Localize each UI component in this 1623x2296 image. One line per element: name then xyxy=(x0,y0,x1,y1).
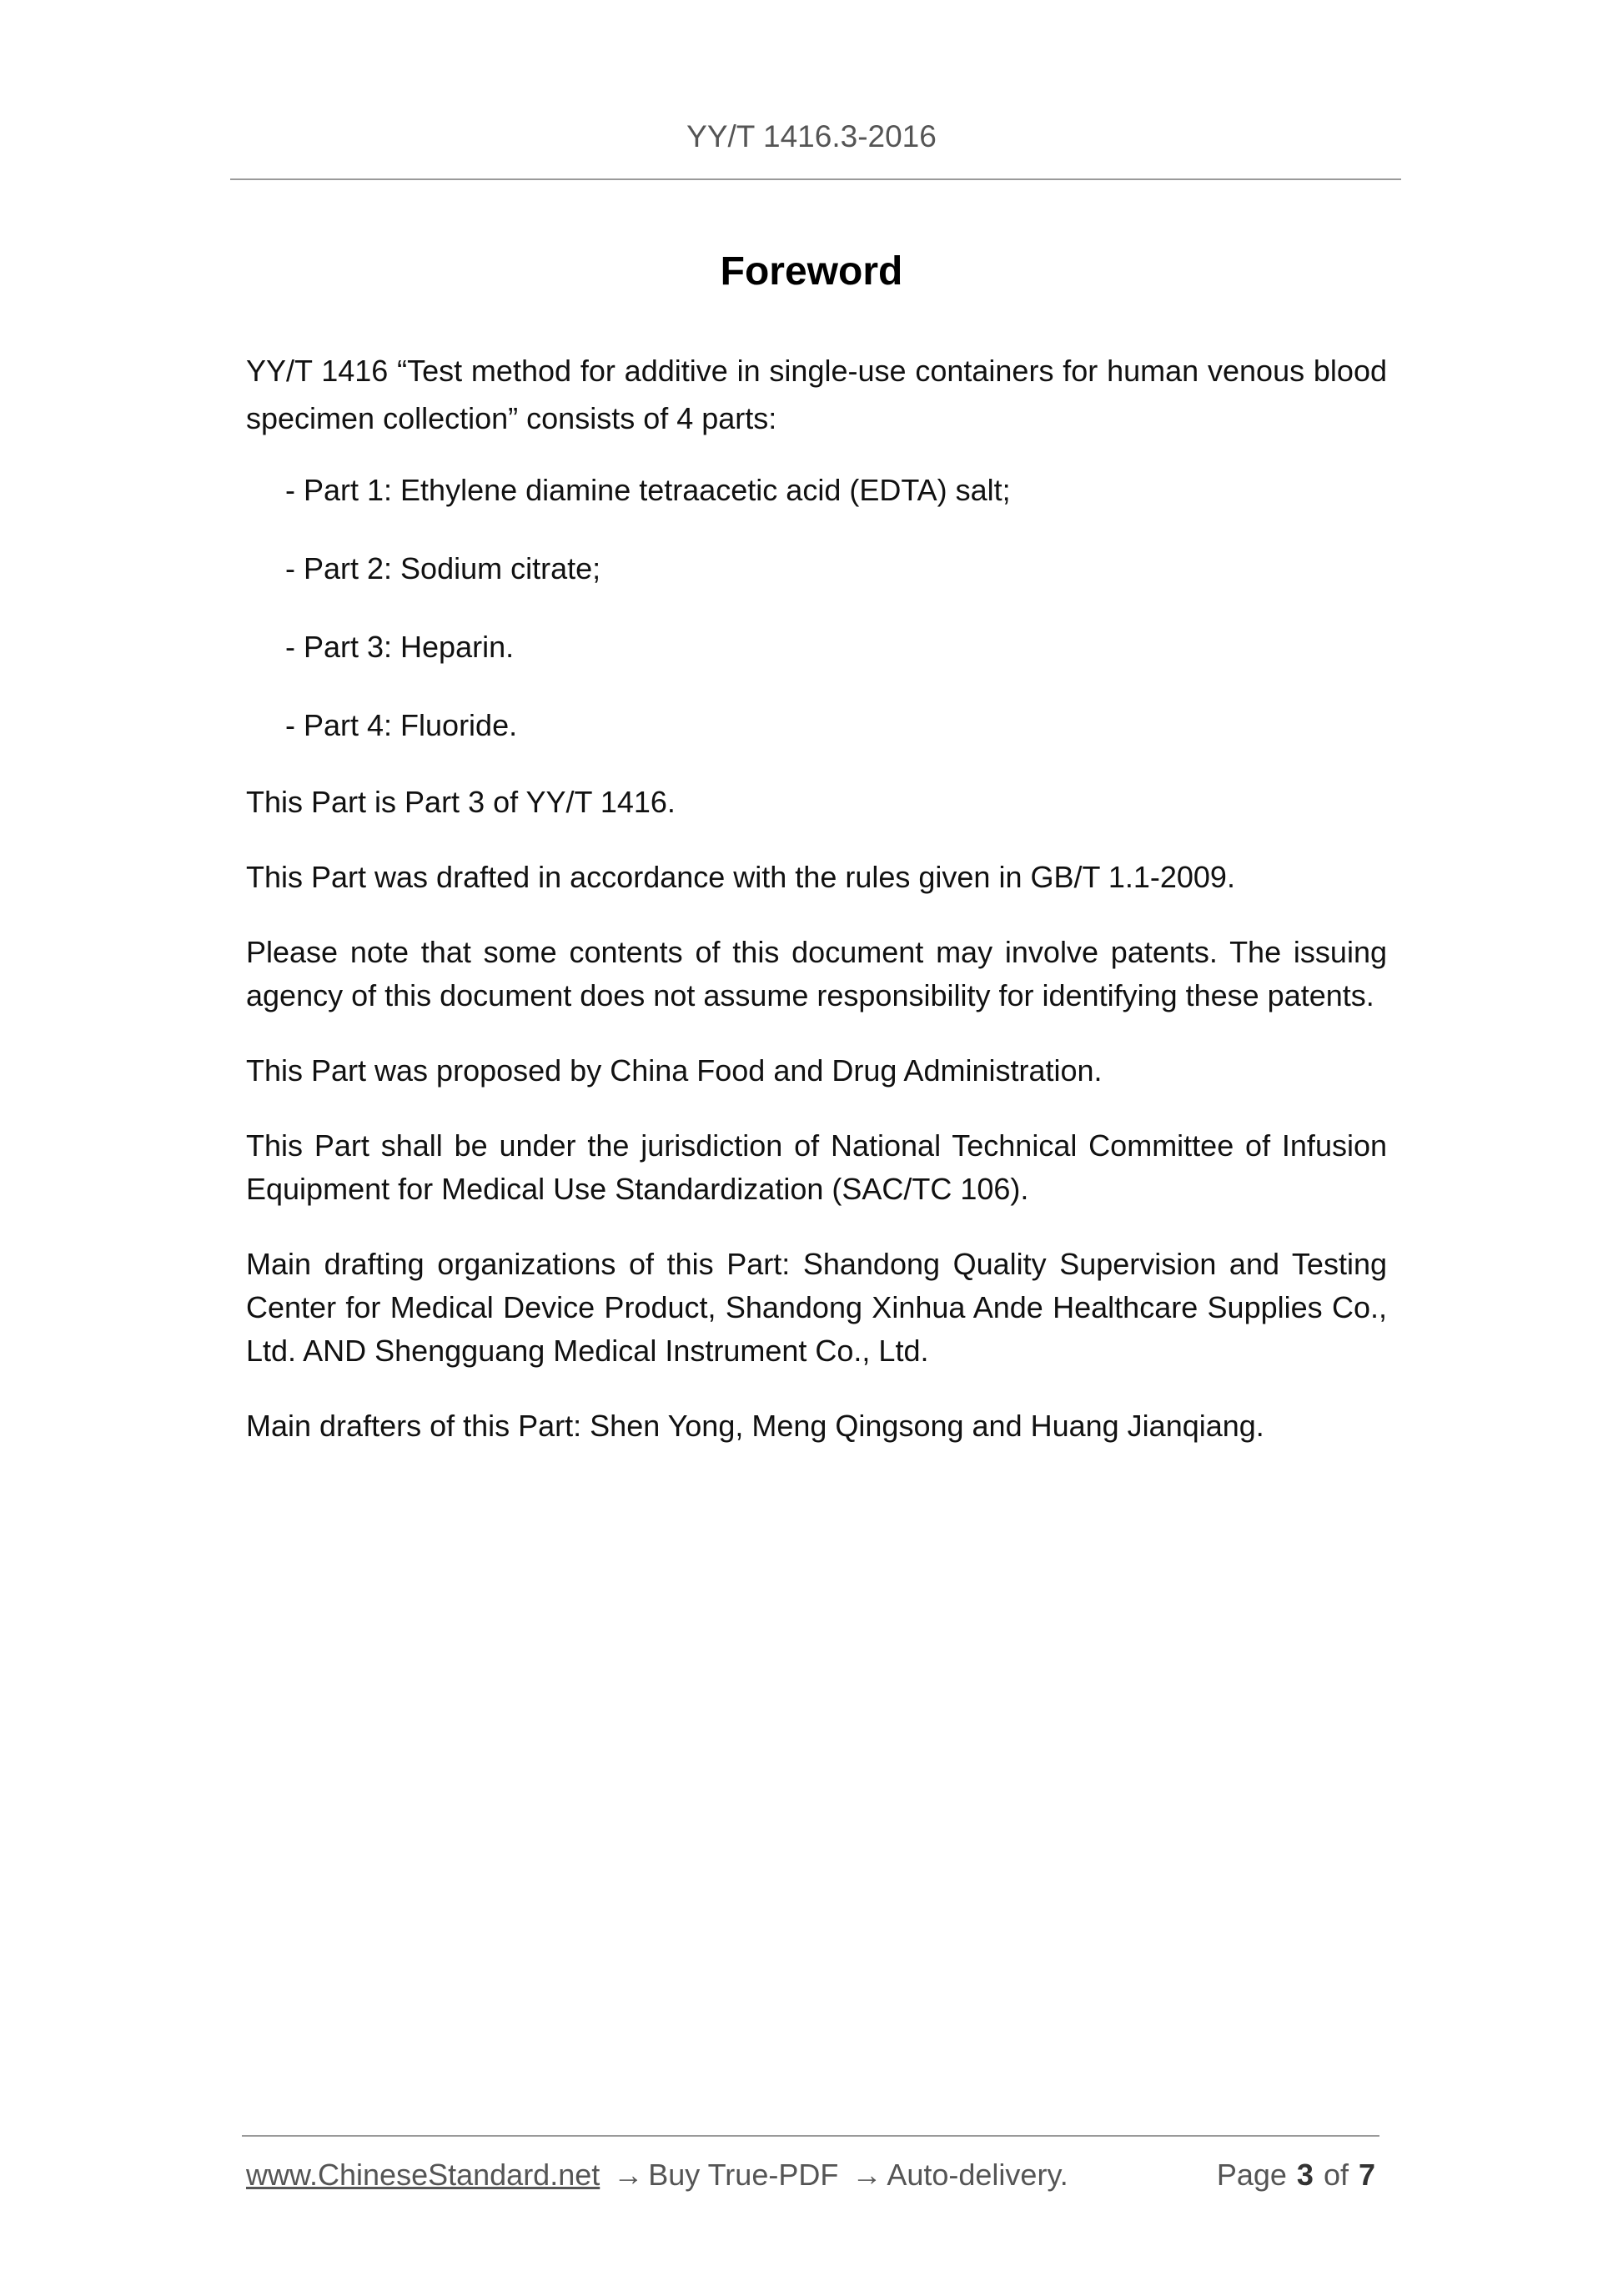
part-list-item-1: - Part 1: Ethylene diamine tetraacetic acid (EDTA) salt; xyxy=(285,473,1011,507)
page-indicator xyxy=(1217,2154,1375,2196)
page-title: Foreword xyxy=(720,249,903,294)
document-body xyxy=(246,347,1387,1448)
part-list-item-2: - Part 2: Sodium citrate; xyxy=(285,551,601,585)
current-page-number: 3 xyxy=(1296,2158,1314,2192)
part-list-item-3: - Part 3: Heparin. xyxy=(285,630,515,664)
of-label: of xyxy=(1323,2158,1349,2192)
buy-true-pdf-text: Buy True-PDF xyxy=(648,2158,839,2192)
paragraph-drafting-organizations: Main drafting organizations of this Part: Shandong Quality Supervision and Testing Center for Medical Device Product, Shandong Xinhua Ande Healthcare Supplies Co., Ltd. AND Shengguang Medical Instrument Co., Ltd. xyxy=(246,1247,1387,1368)
paragraph-proposed-by: This Part was proposed by China Food and Drug Administration. xyxy=(246,1053,1103,1088)
page-footer xyxy=(246,2154,1375,2196)
intro-paragraph: YY/T 1416 “Test method for additive in single-use containers for human venous blood specimen collection” consists of 4 parts: xyxy=(246,354,1387,435)
auto-delivery-text: Auto-delivery. xyxy=(887,2158,1068,2192)
document-id-header: YY/T 1416.3-2016 xyxy=(686,119,937,153)
page-label: Page xyxy=(1216,2158,1287,2192)
total-page-number: 7 xyxy=(1358,2158,1375,2192)
paragraph-part-of: This Part is Part 3 of YY/T 1416. xyxy=(246,785,676,819)
paragraph-jurisdiction: This Part shall be under the jurisdiction of National Technical Committee of Infusion Equipment for Medical Use Standardization (SAC/TC 106). xyxy=(246,1128,1387,1206)
paragraph-patents: Please note that some contents of this document may involve patents. The issuing agency of this document does not assume responsibility for identifying these patents. xyxy=(246,935,1387,1012)
part-list-item-4: - Part 4: Fluoride. xyxy=(285,708,518,742)
paragraph-drafters: Main drafters of this Part: Shen Yong, Meng Qingsong and Huang Jianqiang. xyxy=(246,1409,1264,1443)
arrow-right-icon: → xyxy=(613,2158,644,2192)
paragraph-drafting-rules: This Part was drafted in accordance with the rules given in GB/T 1.1-2009. xyxy=(246,860,1235,894)
website-link[interactable]: www.ChineseStandard.net xyxy=(246,2158,600,2192)
footer-promo xyxy=(246,2154,1068,2196)
header-divider xyxy=(230,178,1401,180)
arrow-right-icon: → xyxy=(852,2158,882,2192)
footer-divider xyxy=(242,2135,1379,2137)
